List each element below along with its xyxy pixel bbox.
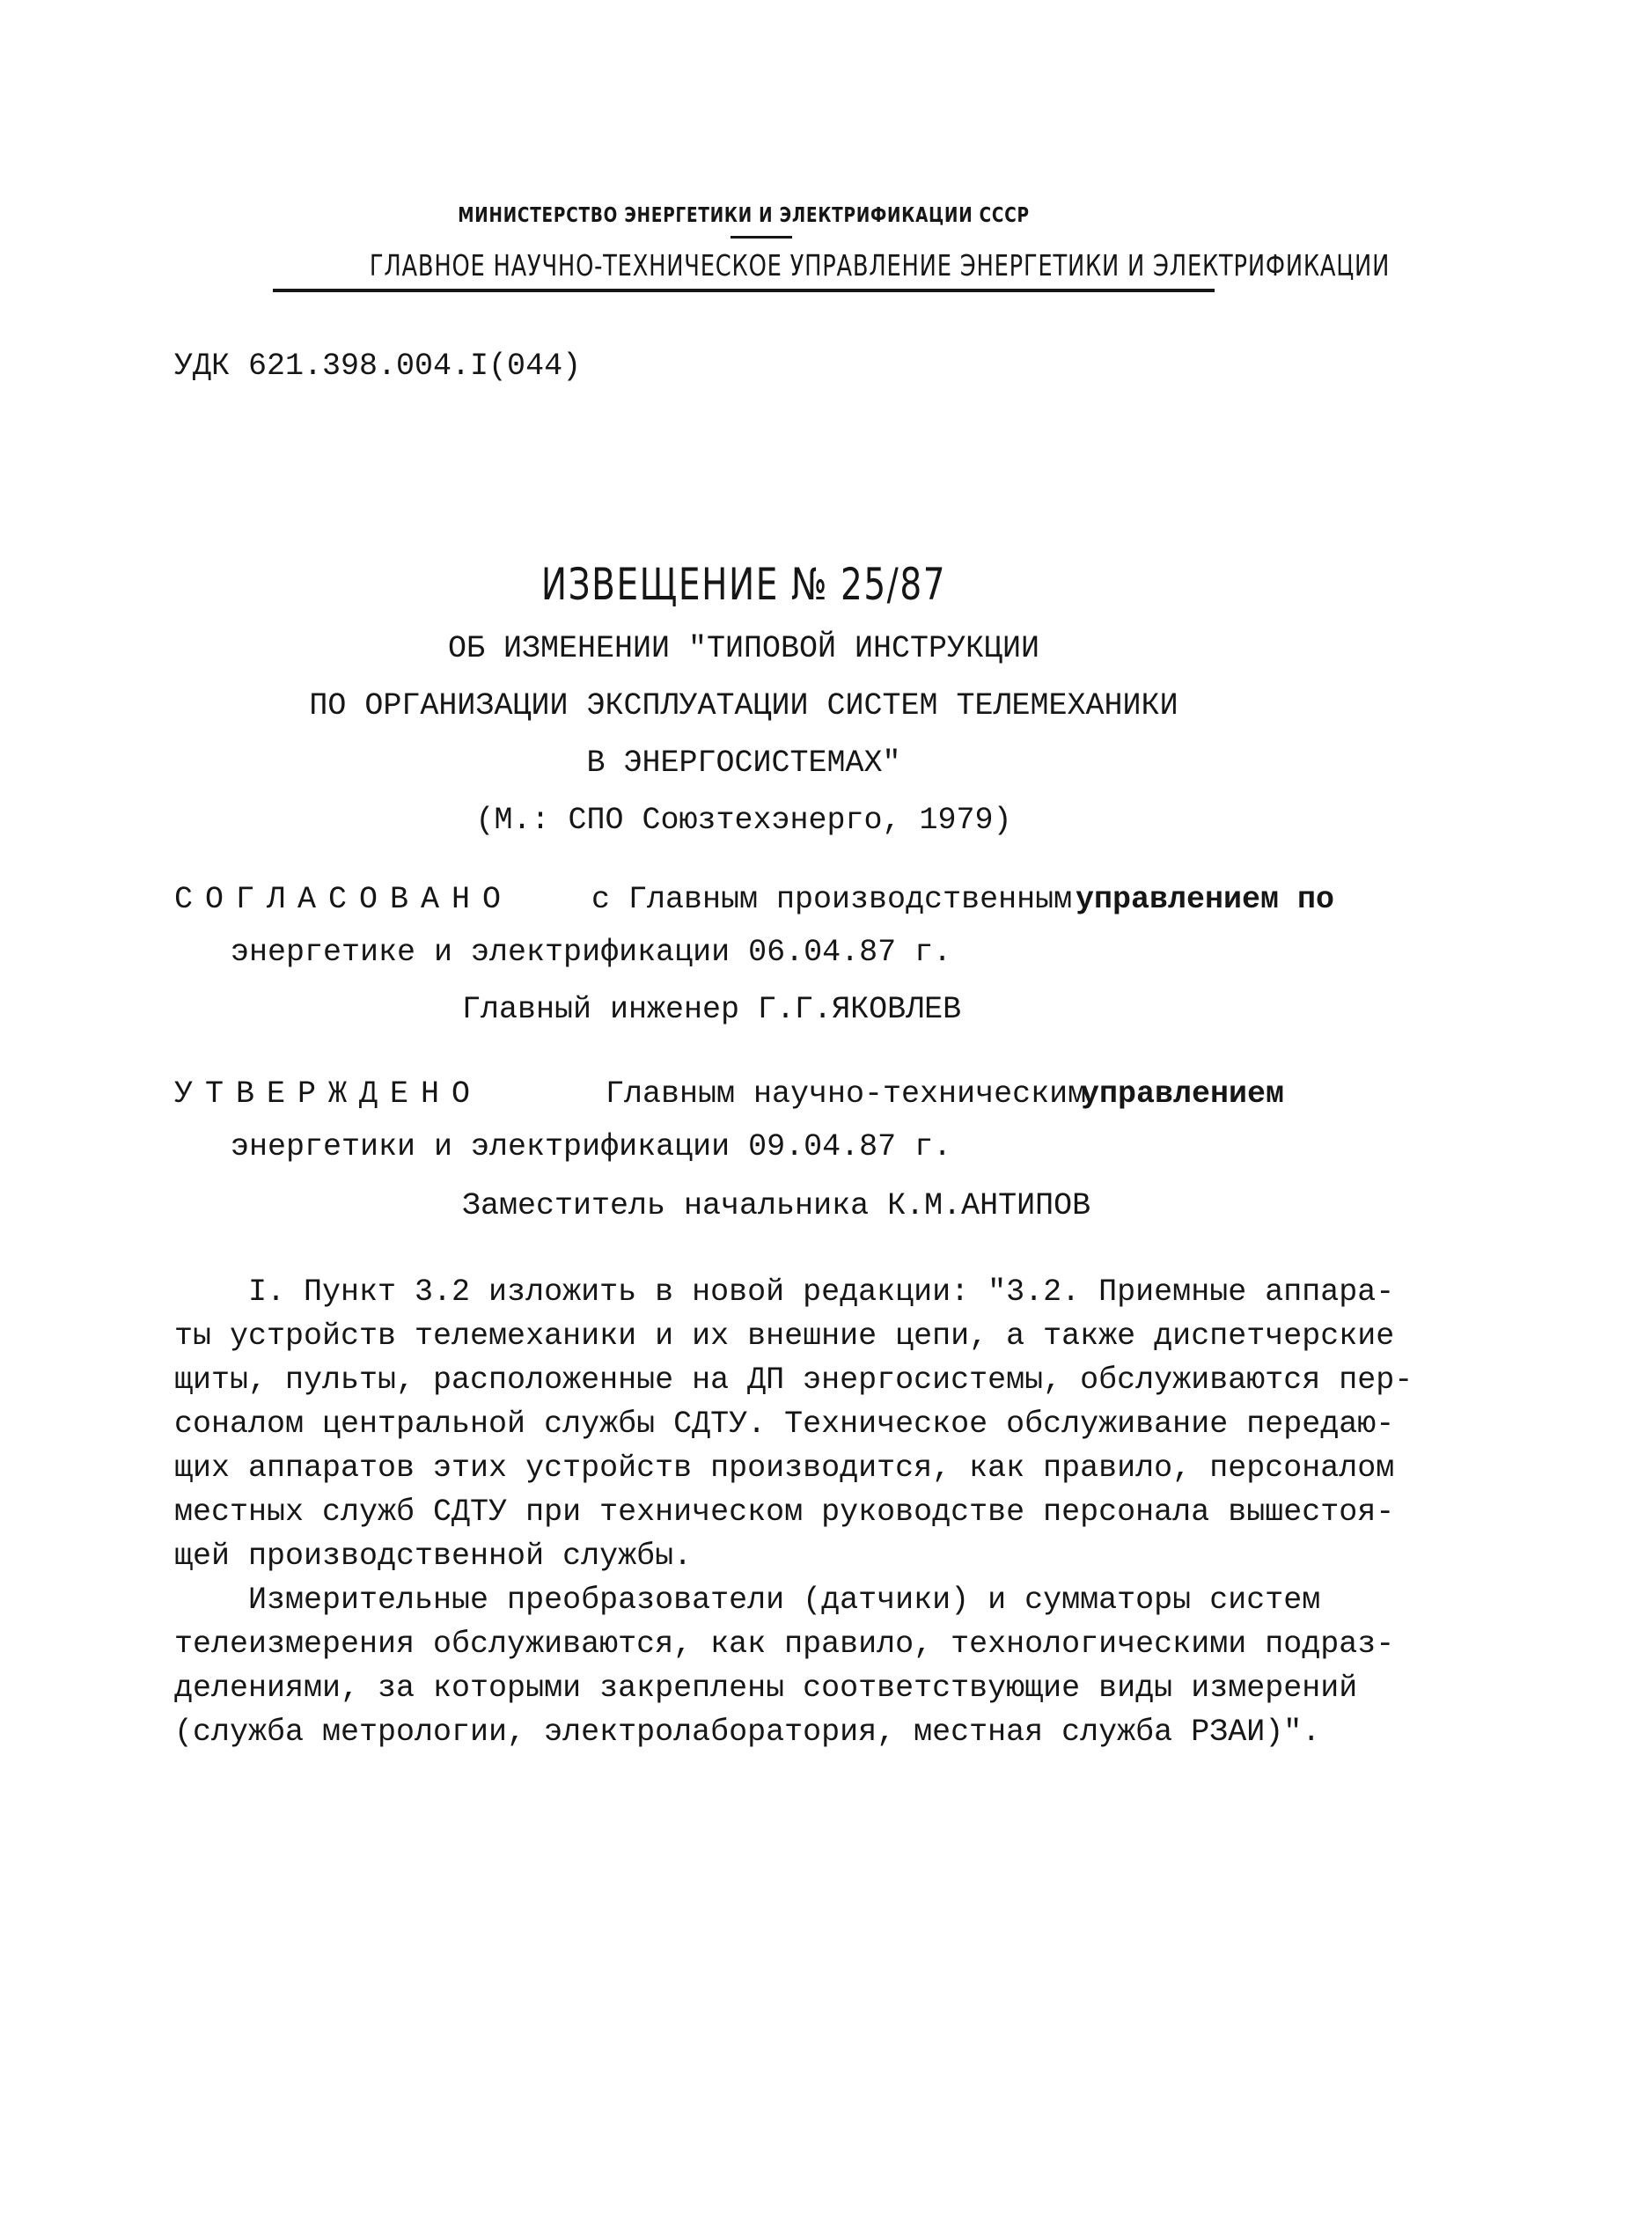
- body-line: Измерительные преобразователи (датчики) и сумматоры систем: [174, 1583, 1321, 1618]
- title-line-1: ОБ ИЗМЕНЕНИИ "ТИПОВОЙ ИНСТРУКЦИИ: [447, 631, 1040, 666]
- agreed-text-1: с Главным производственным: [591, 882, 1073, 917]
- body-line: щих аппаратов этих устройств производится, как правило, персоналом: [174, 1450, 1395, 1486]
- approved-text-2: энергетики и электрификации 09.04.87 г.: [231, 1129, 952, 1164]
- ministry-header: МИНИСТЕРСТВО ЭНЕРГЕТИКИ И ЭЛЕКТРИФИКАЦИИ СССР: [458, 204, 1030, 227]
- body-line: щей производственной службы.: [174, 1539, 693, 1574]
- approved-text-1: Главным научно-техническим: [606, 1076, 1087, 1112]
- ministry-underline: [731, 236, 792, 239]
- body-line: телеизмерения обслуживаются, как правило, технологическими подраз-: [174, 1627, 1395, 1662]
- notice-title: ИЗВЕЩЕНИЕ № 25/87: [540, 559, 947, 610]
- body-line: (служба метрологии, электролаборатория, местная служба РЗАИ)".: [174, 1715, 1321, 1750]
- body-line: соналом центральной службы СДТУ. Техническое обслуживание передаю-: [174, 1406, 1395, 1442]
- title-line-3: В ЭНЕРГОСИСТЕМАХ": [586, 745, 901, 781]
- directorate-header: ГЛАВНОЕ НАУЧНО-ТЕХНИЧЕСКОЕ УПРАВЛЕНИЕ ЭНЕРГЕТИКИ И ЭЛЕКТРИФИКАЦИИ: [369, 248, 1391, 283]
- title-line-2: ПО ОРГАНИЗАЦИИ ЭКСПЛУАТАЦИИ СИСТЕМ ТЕЛЕМЕХАНИКИ: [309, 688, 1178, 723]
- approved-text-1b: управлением: [1081, 1076, 1285, 1112]
- udk-code: УДК 621.398.004.I(044): [174, 349, 582, 384]
- body-line: ты устройств телемеханики и их внешние цепи, а также диспетчерские: [174, 1318, 1395, 1354]
- agreed-label: СОГЛАСОВАНО: [174, 882, 514, 917]
- agreed-text-1b: управлением по: [1076, 882, 1335, 917]
- agreed-text-2: энергетике и электрификации 06.04.87 г.: [231, 935, 952, 970]
- header-rule: [273, 289, 1215, 292]
- agreed-signer: Главный инженер Г.Г.ЯКОВЛЕВ: [462, 992, 962, 1027]
- body-line: делениями, за которыми закреплены соответствующие виды измерений: [174, 1671, 1358, 1706]
- title-line-4: (М.: СПО Союзтехэнерго, 1979): [475, 803, 1012, 838]
- body-line: I. Пункт 3.2 изложить в новой редакции: "3.2. Приемные аппара-: [174, 1274, 1395, 1310]
- body-line: местных служб СДТУ при техническом руководстве персонала вышестоя-: [174, 1495, 1395, 1530]
- approved-label: УТВЕРЖДЕНО: [174, 1076, 483, 1112]
- approved-signer: Заместитель начальника К.М.АНТИПОВ: [462, 1188, 1091, 1223]
- body-line: щиты, пульты, расположенные на ДП энергосистемы, обслуживаются пер-: [174, 1362, 1413, 1398]
